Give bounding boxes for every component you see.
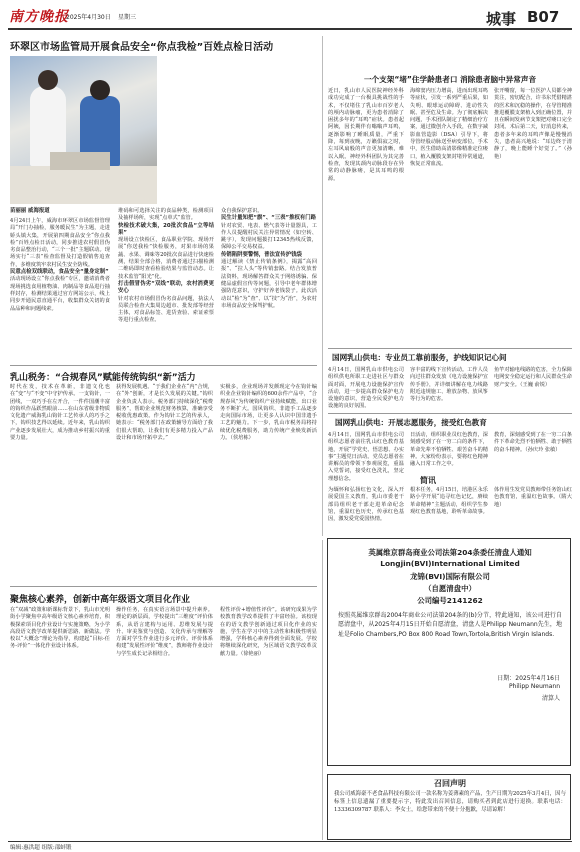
column-divider <box>322 540 323 840</box>
brief-title: 简讯 <box>420 476 436 485</box>
art6-col3: 教育，深刻感受到了在一穷二白条件下革命先烈不怕牺牲、敢于牺牲的奋斗精神。（孙庆玲 张敏） <box>494 432 572 453</box>
column-divider <box>322 36 323 536</box>
section-divider <box>328 348 572 349</box>
notice-status: （自愿清盘中） <box>424 584 476 593</box>
notice-company-en: Longjin(BVI)International Limited <box>380 559 520 568</box>
notice-body: 按照英属维京群岛2004年商业公司法第204条的(b)分节，特此通知，该公司进行自愿清盘中，从2025年4月15日开始自愿清盘，清盘人是Philipp Neumann先生，地址是Folio Chambers,PO Box 800 Road Town,Tortola,British Virgin Islands. <box>338 612 562 638</box>
art3-col2: 获得发展机遇。“于我们企业在“内”合规，在“外”创新，才是长久发展的关键。”钩织企业负责人表示。税务部门持续深化“税费服务”，帮助企业规范财务核算，准确享受税收优惠政策。作为钩针工艺的传承人，她表示：“税务部门在政策辅导方面给了我们很大帮助，让我们有更多精力投入产品设计和市场开拓中去。” <box>116 384 213 442</box>
art1-headline: 环翠区市场监管局开展食品安全“你点我检”百姓点检日活动 <box>10 42 274 53</box>
art4-col2: 操作任务，在真实语言场景中提升素养。理论的新层面，学校提出“三维度”评价体系，从语言建构与运用、思维发展与提升、审美鉴赏与创造、文化传承与理解等方面对学生作业进行多元评价。评价体系构建“发展性评价“维度”，教师将作业设计与学生成长记录相结合。 <box>116 607 213 657</box>
masthead-rule <box>8 28 572 30</box>
art1-col2-text: 堆码和可选择关注的食品种类，检测项目及抽样场所，实现“点单式”监管。 <box>118 208 214 222</box>
art1-col2b-text: 现场设立快检区，食品职业学院、现场开展“你送我检”快检服务，对果市场的果蔬、水果、调味等20批次食品进行快速检测，结果全部合格，消费者通过扫描检测二维码即时查看检验结果与监管动态。让技术监管“阳光”化。 <box>118 237 214 280</box>
art1-col2 <box>118 208 214 360</box>
art1-col3b-text: 针对农贸、电表、燃气表等计量器具，工作人员提醒村民关注异常情况（如空转、跳字），发现问题拨打12345热线反馈，保障公平交易权益。 <box>221 222 317 251</box>
art1-col3 <box>221 208 317 360</box>
brief-col1: 为缅怀和弘扬红色文化，深入开展爱国主义教育，乳山市委老干部局组织老干部走进革命纪念馆，重温红色历史，传承红色基因，激发爱党爱国热情。 <box>328 487 404 523</box>
recall-title: 召回声明 <box>434 779 466 788</box>
recall-body: 我公司威海豪不老食品科技有限公司一款名称为姜薄素的产品，生产日期为2025年3月4日，因与标签上信息遗漏了重要提示字，特此发出召回信息，请购买者到此店进行退换。联系电话：13336309787 联系人：李女士，给您带来的不便十分抱歉，尽请谅解！ <box>334 791 566 813</box>
art5-col1: 4月14日，国网乳山市供电公司组织供电所职工走进社区与群众面对面，开展电力设施保护宣传活动，进一步提高群众保护电力设施的意识，营造全民爱护电力设施的良好氛围。 <box>328 367 404 410</box>
art1-col2-sub2: 打击假冒伪劣“双线”联动，农村消费更安心 <box>118 280 214 295</box>
art4-headline: 聚焦核心素养，创新中高年级语文项目化作业 <box>10 595 191 605</box>
art1-col3c-text: 通过解读《禁止传销条例》，揭露“高回报”、“拉人头”等传销套路。结合发放普法资料，现场解答群众关于网络诱骗、保健品虚假宣传等问题，引导中老年群体增强防范意识，守护好养老钱袋子。此次活动以“检”为“查”、以“技”为“治”，为农村市场食品安全保驾护航。 <box>221 259 317 309</box>
art1-col1 <box>10 218 110 360</box>
art4-col1: 在“双减”政策和新课标背景下，乳山市光明街小学聚焦中高年级语文核心素养培育，积极探索项目化作业设计与实施策略，为小学高段语文教学改革提供新思路、新做法。学校以“大概念”理论为指导，构建起“目标-任务-评价”一体化作业设计体系。 <box>10 607 110 650</box>
art2-headline: 一个支架“堵”住学龄患者口 消除患者脑中异常声音 <box>363 75 537 84</box>
art1-photo <box>10 56 157 204</box>
notice-company-number: 公司编号2141262 <box>417 596 483 605</box>
art1-col1b-text: 活动现场设立“你点我检”专区，邀请消费者现场挑选食用植物油、肉制品等食品进行抽样封存，检测结果通过官方网站公示，线上同步开通民意直通平台，收集群众关切的食品品种和问题线索。 <box>10 276 110 312</box>
notice-title: 英属维京群岛商业公司法第204条委任清盘人通知 <box>368 548 532 557</box>
art4-col3: 程性评价+增值性评价”。该研究成果为学校教育教学改革提供了丰富经验。该校现在的语文教学创新通过项目化作业的实施，学生在学习中的主动性和积极性明显增强，学科核心素养得到全面发展。学校将继续深化研究，为区域语文教学改革贡献力量。（徐艳丽） <box>220 607 317 657</box>
art3-col1: 时代在发，技术在革新，非遗文化也在“变”与“不变”中守护传承。一支钩针，一团线，一双巧手在左开合，一件件国潮丰富的钩织作品跃然眼前……在山东省级非物质文化遗产威海乳山钩针工艺传承人的巧手之下，钩织技艺得以延续。近年来，乳山钩织产业逐步发展壮大，成为推动乡村振兴的重要力量。 <box>10 384 110 442</box>
art6-headline: 国网乳山供电：开展志愿服务，接受红色教育 <box>335 418 487 427</box>
art1-col3-sub1: 民生计量知把“旗”、“三表”推权有门路 <box>221 215 317 222</box>
art1-col2c-text: 针对农村市场假冒伪劣食品问题，执法人员联合检查大集周边超市、批发部等经营主体，对食品标签、进货查验、索证索票等进行重点检查。 <box>118 295 214 324</box>
footer-editor: 编辑:惠洪超 组版:邵蚌锻 <box>10 845 72 851</box>
art5-headline: 国网乳山供电：专业员工靠前服务，护线知识记心间 <box>332 353 507 362</box>
notice-company-cn: 龙锦(BVI)国际有限公司 <box>410 572 490 581</box>
brief-col2: 根本任务，4月15日，培港区永乐路小学开展“追寻红色记忆，赓续革命精神”主题活动，组织学生参观红色教育基地，聆听革命故事。 <box>410 487 488 515</box>
masthead-date: 2025年4月30日 <box>66 14 111 21</box>
art1-caption: 苗丽丽 威海报道 <box>10 208 50 214</box>
art1-col3-sub2: 传销陷阱要警惕，普法宣传护钱袋 <box>221 251 302 258</box>
art2-col2: 海绵窦内压力增高，进而出现耳鸣等症状，引发一系列严重后果，如失明、眼球运动障碍、进动性失眠、甚至危及生命。为了彻底解决问题，手术团队制定了精细治疗方案，通过微创介入手段，在数字减影血管造影（DSA）引导下，将导管经股动脉送至病变部位。手术中，医生借助高清影像精准定位瘘口，植入覆膜支架封堵异常通道，恢复正常血流。 <box>410 88 488 167</box>
art1-col2-sub1: 快检技术破大集，20批次食品“立等结果” <box>118 222 214 236</box>
footer-rule <box>8 841 572 842</box>
art6-col2: 日活动，组织职业员红色教育，深刻感受到了在一穷二白的条件下，革命先辈不怕牺牲、艰苦奋斗的精神。大家纷纷表示，要将红色精神融入日常工作之中。 <box>410 432 488 468</box>
recall-statement <box>327 774 571 840</box>
art2-col1: 近日，乳山市人民医院神经外科成功完成了一台极具挑战性的手术，不仅堵住了乳山市百岁老人的颅内动脉瘤，更为患者消除了困扰多年的“耳鸣”症状。患者起阿姨，因长期伴有嗡嗡声耳鸣，逐渐影响了睡眠质量，严重下降，每到夜晚，万籁俱寂之时，左耳风扇般的声音更加清晰，难以入眠。神经外科团队为其完善检查，发现其颈内动脉段存在异常的动静脉瘘，是其耳鸣的根源。 <box>328 88 404 182</box>
notice-role: 清算人 <box>541 695 560 702</box>
art5-col3: 鱼竿对输电线路的危害，全力保障电网安全稳定运行和人民群众生命财产安全。（王巍 俞锐） <box>494 367 572 388</box>
masthead-logo: 南方晚报 <box>9 9 69 25</box>
masthead-weekday: 星期三 <box>118 14 137 21</box>
art6-col1: 4月14日，国网乳山市供电公司组织志愿者前往乳山红色教育基地，开展“学党史、悟思想、办实事”主题党日活动。党员志愿者在讲解员的带领下参观展览，重温入党誓词，接受红色洗礼，坚定理想信念。 <box>328 432 404 482</box>
art1-col3-text: 众自我保护意识。 <box>221 208 263 214</box>
section-divider <box>10 586 317 587</box>
section-divider <box>328 413 572 414</box>
art3-col3: 实极多，企业现场并发颜现定今在钩针编织业企业钩针编织的600余件产品中，“合规春风”为传统钩织产业持续赋能，出口业务不断扩大。国风钩织、非遗手工品逐步走向国际市场，让更多人认识中国非遗手工艺的魅力。下一步，乳山市税务局将持续优化税费服务，助力传统产业焕发新活力。（侯培栋） <box>220 384 317 442</box>
liquidation-notice <box>327 538 571 766</box>
section-divider <box>10 365 317 366</box>
art1-col1-text: 4月24日上午，威海市环翠区市场监督管理局“开门办抽检，服务暖民生”为主题，走进娇头镇大集，开展第四期食品安全“你点我检”百姓点检日活动，同步推进农村假冒伪劣食品整治行动，“三个一批”主题联动。现场实行“三表”检查监督及打造假销售追查作，多维度筑牢农村民生安全防线。 <box>10 218 110 268</box>
art1-col1-sub1: 民意点检双线联动，食品安全“量身定制” <box>10 269 109 276</box>
art5-col2: 容丰富的线下宣传活动。工作人员向过往群众发放《电力设施保护宣传手册》，并详细讲解在电力线路附近违规施工、堆放杂物、放风筝等行为的危害。 <box>410 367 488 403</box>
brief-col3: 体作用生发党员教师带任务馆山红色教育馆，重温红色故事。（隋大地） <box>494 487 572 508</box>
art3-headline: 乳山税务：“合规春风”赋能传统钩织“新”活力 <box>10 373 196 383</box>
page-number: B07 <box>527 8 560 26</box>
art2-col3: 张开嘴窗，每一位医护人员都全神贯注，密切配合，许书东凭借精湛的医术和沉稳的操作，在导管精准推进覆膜支架植入到正确位置，并且在瞬间发病节支架把对瘘口完全封闭。术后第二天，好消息传来，患者多年来的耳鸣声像是慢慢消失，患者高兴地说：“耳边终于清静了，晚上能睡个好觉了。”（孙艳） <box>494 88 572 160</box>
notice-signer: Philipp Neumann <box>508 683 560 690</box>
section-name: 城事 <box>486 10 517 28</box>
notice-date: 日期：2025年4月16日 <box>497 675 560 682</box>
